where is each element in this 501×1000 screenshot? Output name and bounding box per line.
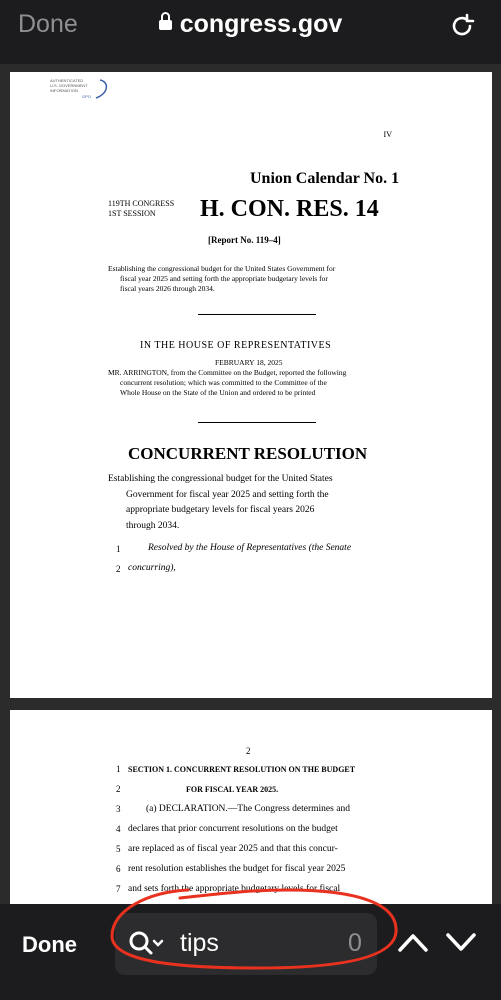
body-line: concurring), [128, 563, 176, 573]
divider [198, 422, 316, 423]
line-number: 3 [116, 804, 121, 814]
report-number: [Report No. 119–4] [208, 235, 281, 245]
union-calendar: Union Calendar No. 1 [250, 170, 400, 187]
committee-action: MR. ARRINGTON, from the Committee on the Budget, reported the following concurrent resolution; which was committed to the Committee of the Whole House on the State of the Union and ordered to be printed [108, 368, 347, 397]
reload-icon[interactable] [448, 12, 476, 40]
domain-label: congress.gov [179, 10, 343, 38]
line-number: 2 [116, 784, 121, 794]
line-number: 2 [116, 564, 121, 574]
done-button[interactable]: Done [18, 10, 78, 38]
purpose: Establishing the congressional budget for the United States Government for fiscal year 2025 and setting forth the appropriate budgetary levels for fiscal years 2026 through 2034. [108, 474, 333, 531]
report-date: FEBRUARY 18, 2025 [215, 358, 283, 367]
body-line: rent resolution establishes the budget for fiscal year 2025 [128, 864, 346, 874]
chevron-up-icon[interactable] [396, 930, 430, 954]
match-count: 0 [348, 929, 362, 957]
line-number: 7 [116, 884, 121, 894]
body-line: Resolved by the House of Representatives (the Senate [148, 543, 352, 553]
house-heading: IN THE HOUSE OF REPRESENTATIVES [140, 340, 332, 351]
find-done-button[interactable]: Done [22, 932, 77, 957]
section-heading: SECTION 1. CONCURRENT RESOLUTION ON THE BUDGET [128, 765, 356, 774]
body-line: and sets forth the appropriate budgetary levels for fiscal [128, 884, 341, 894]
session: 1ST SESSION [108, 209, 156, 218]
url-field[interactable] [0, 10, 501, 39]
body-line: are replaced as of fiscal year 2025 and that this concur- [128, 844, 338, 854]
annotation-circle [108, 880, 400, 972]
page-roman-numeral: IV [383, 130, 392, 139]
summary: Establishing the congressional budget for the United States Government for fiscal year 2025 and setting forth the appropriate budgetary levels for fiscal years 2026 through 2034. [108, 264, 336, 293]
line-number: 1 [116, 544, 121, 554]
lock-icon [159, 20, 172, 30]
body-line: (a) DECLARATION.—The Congress determines and [146, 804, 350, 814]
line-number: 6 [116, 864, 121, 874]
line-number: 4 [116, 824, 121, 834]
line-number: 5 [116, 844, 121, 854]
find-query[interactable]: tips [180, 929, 219, 957]
body-line: declares that prior concurrent resolutions on the budget [128, 824, 338, 834]
congress-number: 119TH CONGRESS [108, 199, 175, 208]
section-heading: FOR FISCAL YEAR 2025. [186, 785, 279, 794]
resolution-number: H. CON. RES. 14 [200, 196, 379, 222]
line-number: 1 [116, 764, 121, 774]
divider [198, 314, 316, 315]
document-heading: CONCURRENT RESOLUTION [128, 444, 368, 463]
gpo-logo: AUTHENTICATED U.S. GOVERNMENT INFORMATION GPO [50, 78, 112, 104]
page-number: 2 [246, 746, 251, 756]
chevron-down-icon[interactable] [444, 930, 478, 954]
document-page-1 [10, 72, 492, 698]
